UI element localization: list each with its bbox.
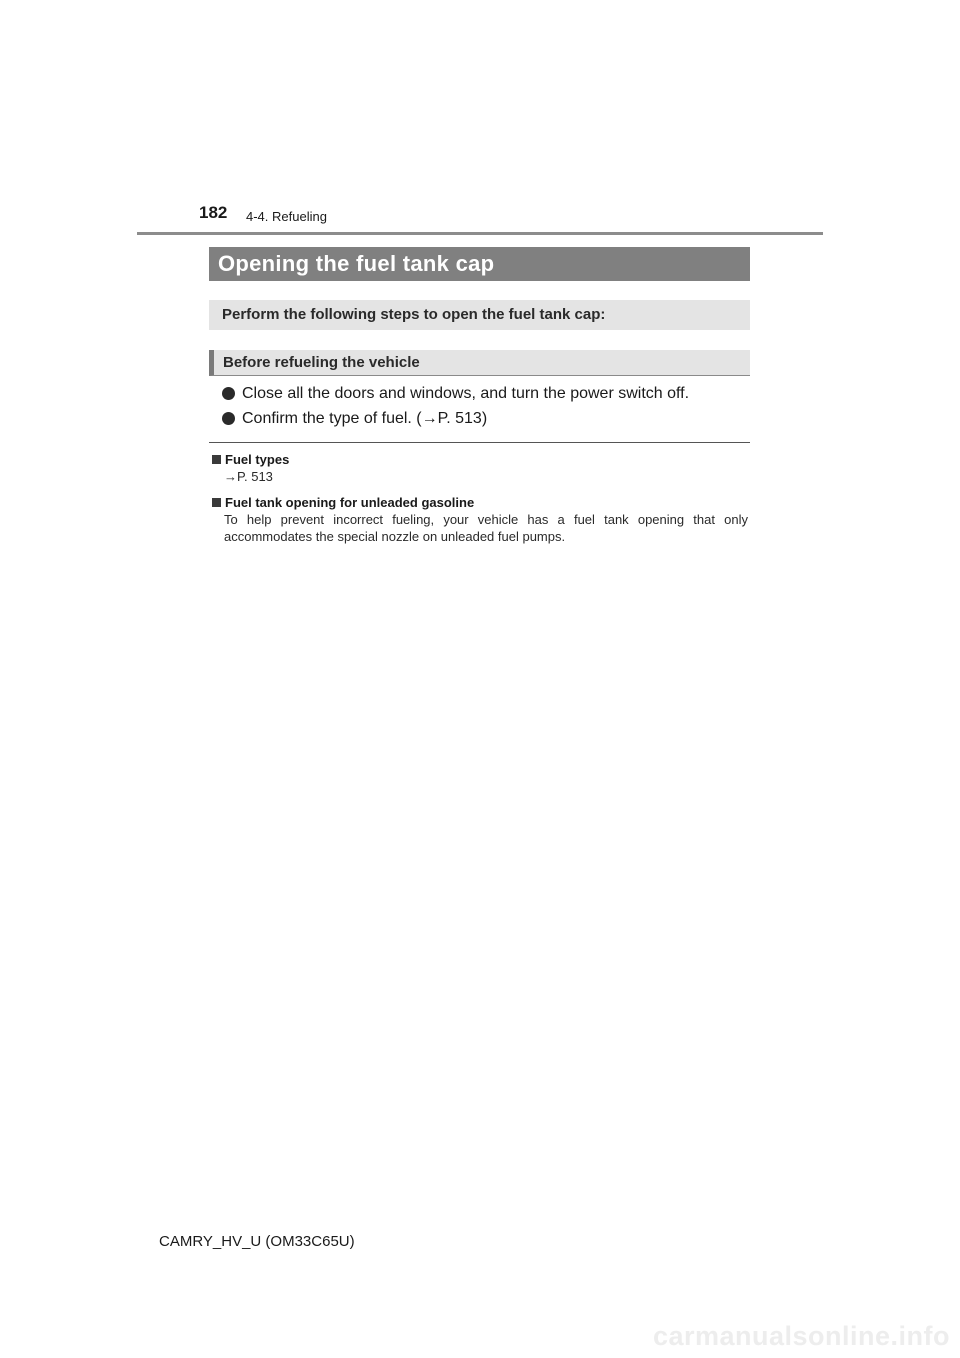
section-label: 4-4. Refueling xyxy=(246,209,327,224)
divider xyxy=(209,442,750,443)
note-title-text: Fuel tank opening for unleaded gasoline xyxy=(225,495,475,510)
page-number: 182 xyxy=(199,203,228,222)
watermark: carmanualsonline.info xyxy=(652,1321,950,1351)
square-bullet-icon xyxy=(212,455,221,464)
bullet-item xyxy=(222,406,762,431)
note-title-text: Fuel types xyxy=(225,452,290,467)
bullet-item xyxy=(222,381,762,406)
note-body: To help prevent incorrect fueling, your vehicle has a fuel tank opening that only accommodates the special nozzle on unleaded fuel pumps. xyxy=(224,512,748,544)
note-title xyxy=(212,451,748,468)
note-title xyxy=(212,494,748,511)
page-title: Opening the fuel tank cap xyxy=(209,247,750,281)
bullet-list xyxy=(222,381,762,431)
bullet-text: Confirm the type of fuel. (→P. 513) xyxy=(242,410,488,427)
bullet-icon xyxy=(222,387,235,400)
bullet-text: Close all the doors and windows, and turn the power switch off. xyxy=(242,385,690,402)
note-fuel-tank-opening xyxy=(212,494,748,545)
note-fuel-types xyxy=(212,451,748,485)
intro-box: Perform the following steps to open the fuel tank cap: xyxy=(209,300,750,330)
footer-model-code: CAMRY_HV_U (OM33C65U) xyxy=(159,1233,355,1250)
square-bullet-icon xyxy=(212,498,221,507)
note-body: →P. 513 xyxy=(224,469,273,484)
bullet-icon xyxy=(222,412,235,425)
header-rule xyxy=(137,232,823,235)
sub-heading-before-refueling: Before refueling the vehicle xyxy=(209,350,750,376)
